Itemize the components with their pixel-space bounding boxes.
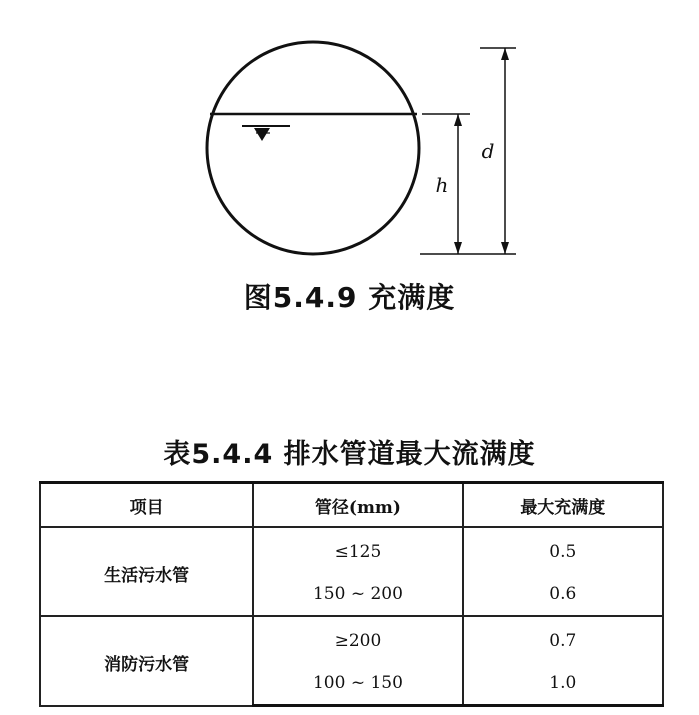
table-title: 表5.4.4 排水管道最大流满度 xyxy=(163,439,536,470)
fullness-cell: 0.5 xyxy=(463,527,663,573)
fullness-cell: 1.0 xyxy=(463,662,663,706)
table-row xyxy=(40,527,663,573)
fullness-cell: 0.7 xyxy=(463,616,663,662)
pipe-circle xyxy=(207,42,419,254)
table-header-row xyxy=(40,483,663,528)
table-row xyxy=(40,616,663,662)
diameter-cell: ≥200 xyxy=(253,616,462,662)
fullness-cell: 0.6 xyxy=(463,573,663,616)
dimension-h-label: h xyxy=(435,173,449,197)
header-item: 项目 xyxy=(40,483,253,528)
pipe-fullness-diagram xyxy=(0,0,699,270)
diameter-cell: ≤125 xyxy=(253,527,462,573)
figure-caption: 图5.4.9 充满度 xyxy=(243,281,456,314)
water-level-icon xyxy=(242,126,290,141)
dimension-d-label: d xyxy=(481,139,495,163)
header-diameter: 管径(mm) xyxy=(253,483,462,528)
diameter-cell: 100 ~ 150 xyxy=(253,662,462,706)
fullness-table xyxy=(39,481,664,707)
group-name: 生活污水管 xyxy=(40,527,253,616)
diameter-cell: 150 ~ 200 xyxy=(253,573,462,616)
header-max-fullness: 最大充满度 xyxy=(463,483,663,528)
group-name: 消防污水管 xyxy=(40,616,253,706)
